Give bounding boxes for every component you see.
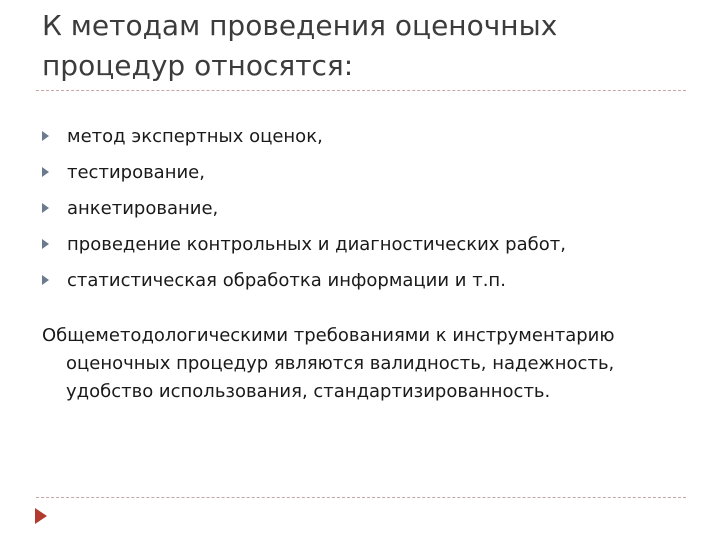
requirements-paragraph: Общеметодологическими требованиями к инструментарию оценочных процедур являются валидность, надежность, удобство использования, стандартизированность. (42, 325, 615, 402)
list-item (40, 226, 566, 262)
list-item-text: проведение контрольных и диагностических работ, (67, 233, 566, 255)
list-item-text: анкетирование, (67, 197, 219, 219)
triangle-right-icon (42, 167, 49, 177)
list-item-text: статистическая обработка информации и т.п. (67, 269, 506, 291)
list-item (40, 262, 566, 298)
bottom-divider (36, 497, 686, 498)
list-item-text: тестирование, (67, 161, 205, 183)
list-item-text: метод экспертных оценок, (67, 125, 323, 147)
triangle-right-icon (42, 239, 49, 249)
slide-title: К методам проведения оценочных процедур относятся: (42, 9, 558, 82)
bullet-list (40, 118, 566, 298)
triangle-right-icon (42, 275, 49, 285)
list-item (40, 190, 566, 226)
list-item (40, 154, 566, 190)
triangle-right-icon (42, 203, 49, 213)
triangle-right-icon (42, 131, 49, 141)
corner-triangle-icon (35, 508, 47, 524)
top-divider (36, 90, 686, 91)
list-item (40, 118, 566, 154)
